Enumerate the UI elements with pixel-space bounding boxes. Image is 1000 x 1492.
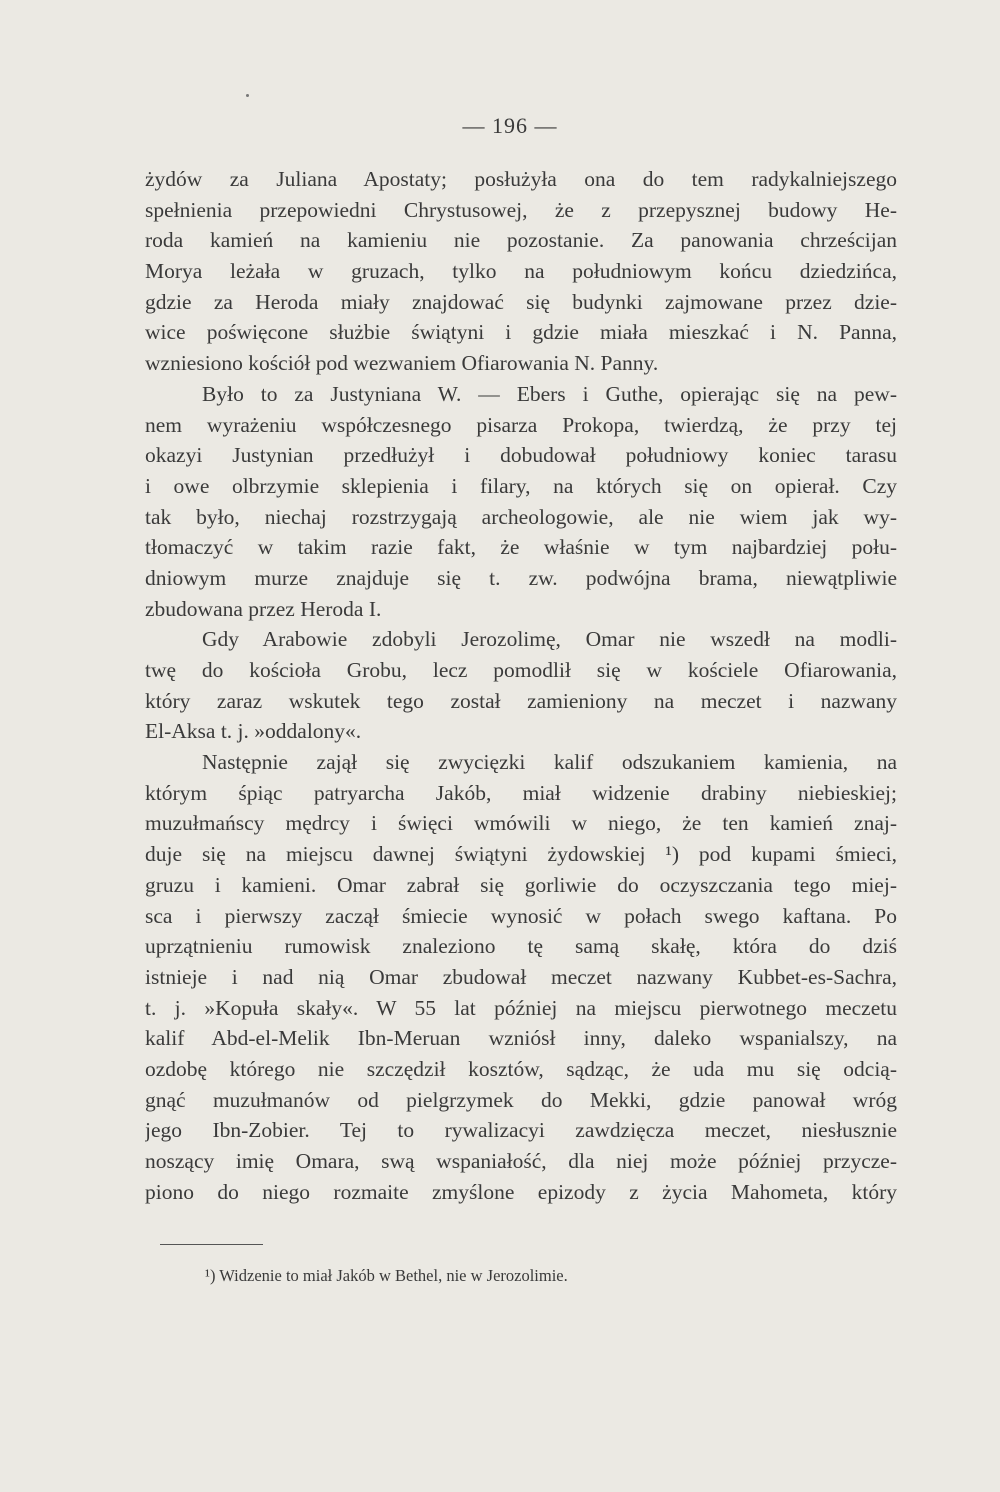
- text-line: uprzątnieniu rumowisk znaleziono tę samą skałę, która do dziś: [145, 934, 897, 959]
- page-number: — 196 —: [462, 113, 558, 138]
- text-line: który zaraz wskutek tego został zamieniony na meczet i nazwany: [145, 688, 897, 713]
- text-line: którym śpiąc patryarcha Jakób, miał widzenie drabiny niebieskiej;: [145, 780, 897, 805]
- text-line: Następnie zajął się zwycięzki kalif odszukaniem kamienia, na: [202, 750, 897, 775]
- text-line: gnąć muzułmanów od pielgrzymek do Mekki, gdzie panował wróg: [145, 1087, 897, 1112]
- text-line: jego Ibn-Zobier. Tej to rywalizacyi zawdzięcza meczet, niesłusznie: [145, 1118, 897, 1143]
- print-speck: [246, 94, 249, 97]
- text-line: dniowym murze znajduje się t. zw. podwójna brama, niewątpliwie: [145, 565, 897, 590]
- text-line: żydów za Juliana Apostaty; posłużyła ona do tem radykalniejszego: [145, 167, 897, 191]
- text-line: twę do kościoła Grobu, lecz pomodlił się w kościele Ofiarowania,: [145, 658, 897, 682]
- text-line: spełnienia przepowiedni Chrystusowej, że z przepysznej budowy He-: [145, 197, 897, 222]
- text-line: t. j. »Kopuła skały«. W 55 lat później na miejscu pierwotnego meczetu: [145, 995, 897, 1020]
- text-line: wzniesiono kościół pod wezwaniem Ofiarowania N. Panny.: [145, 351, 659, 376]
- text-line: El-Aksa t. j. »oddalony«.: [145, 719, 362, 744]
- text-line: wice poświęcone służbie świątyni i gdzie miała mieszkać i N. Panna,: [145, 320, 897, 345]
- body-text: [145, 164, 897, 1207]
- footnote-rule: [160, 1244, 263, 1245]
- text-line: Było to za Justyniana W. — Ebers i Guthe, opierając się na pew-: [202, 381, 897, 406]
- text-line: roda kamień na kamieniu nie pozostanie. Za panowania chrześcijan: [145, 228, 897, 253]
- text-line: Morya leżała w gruzach, tylko na południowym końcu dziedzińca,: [145, 259, 897, 284]
- text-line: duje się na miejscu dawnej świątyni żydowskiej ¹) pod kupami śmieci,: [145, 842, 897, 867]
- text-line: noszący imię Omara, swą wspaniałość, dla niej może później przyczе-: [145, 1149, 897, 1173]
- text-line: zbudowana przez Heroda I.: [145, 596, 382, 621]
- text-line: muzułmańscy mędrcy i święci wmówili w niego, że ten kamień znaj-: [145, 811, 897, 836]
- text-line: ozdobę którego nie szczędził kosztów, sądząc, że uda mu się odcią-: [145, 1056, 897, 1081]
- text-line: istnieje i nad nią Omar zbudował meczet nazwany Kubbet-es-Sachra,: [145, 964, 897, 989]
- text-line: gruzu i kamieni. Omar zabrał się gorliwie do oczyszczania tego miej-: [145, 872, 897, 897]
- text-line: tak było, niechaj rozstrzygają archeologowie, ale nie wiem jak wy-: [145, 504, 897, 529]
- text-line: gdzie za Heroda miały znajdować się budynki zajmowane przez dzie-: [145, 289, 897, 314]
- text-line: nem wyrażeniu współczesnego pisarza Prokopa, twierdzą, że przy tej: [145, 412, 897, 437]
- text-line: i owe olbrzymie sklepienia i filary, na których się on opierał. Czy: [145, 473, 897, 498]
- text-line: okazyi Justynian przedłużył i dobudował południowy koniec tarasu: [145, 443, 897, 468]
- text-line: sca i pierwszy zaczął śmiecie wynosić w połach swego kaftana. Po: [145, 903, 897, 928]
- text-line: kalif Abd-el-Melik Ibn-Meruan wzniósł inny, daleko wspanialszy, na: [145, 1026, 897, 1051]
- text-line: piono do niego rozmaite zmyślone epizody z życia Mahometa, który: [145, 1179, 897, 1204]
- text-line: Gdy Arabowie zdobyli Jerozolimę, Omar nie wszedł na modli-: [202, 627, 897, 652]
- text-line: tłomaczyć w takim razie fakt, że właśnie w tym najbardziej połu-: [145, 535, 897, 560]
- footnote: ¹) Widzenie to miał Jakób w Bethel, nie w Jerozolimie.: [205, 1266, 568, 1285]
